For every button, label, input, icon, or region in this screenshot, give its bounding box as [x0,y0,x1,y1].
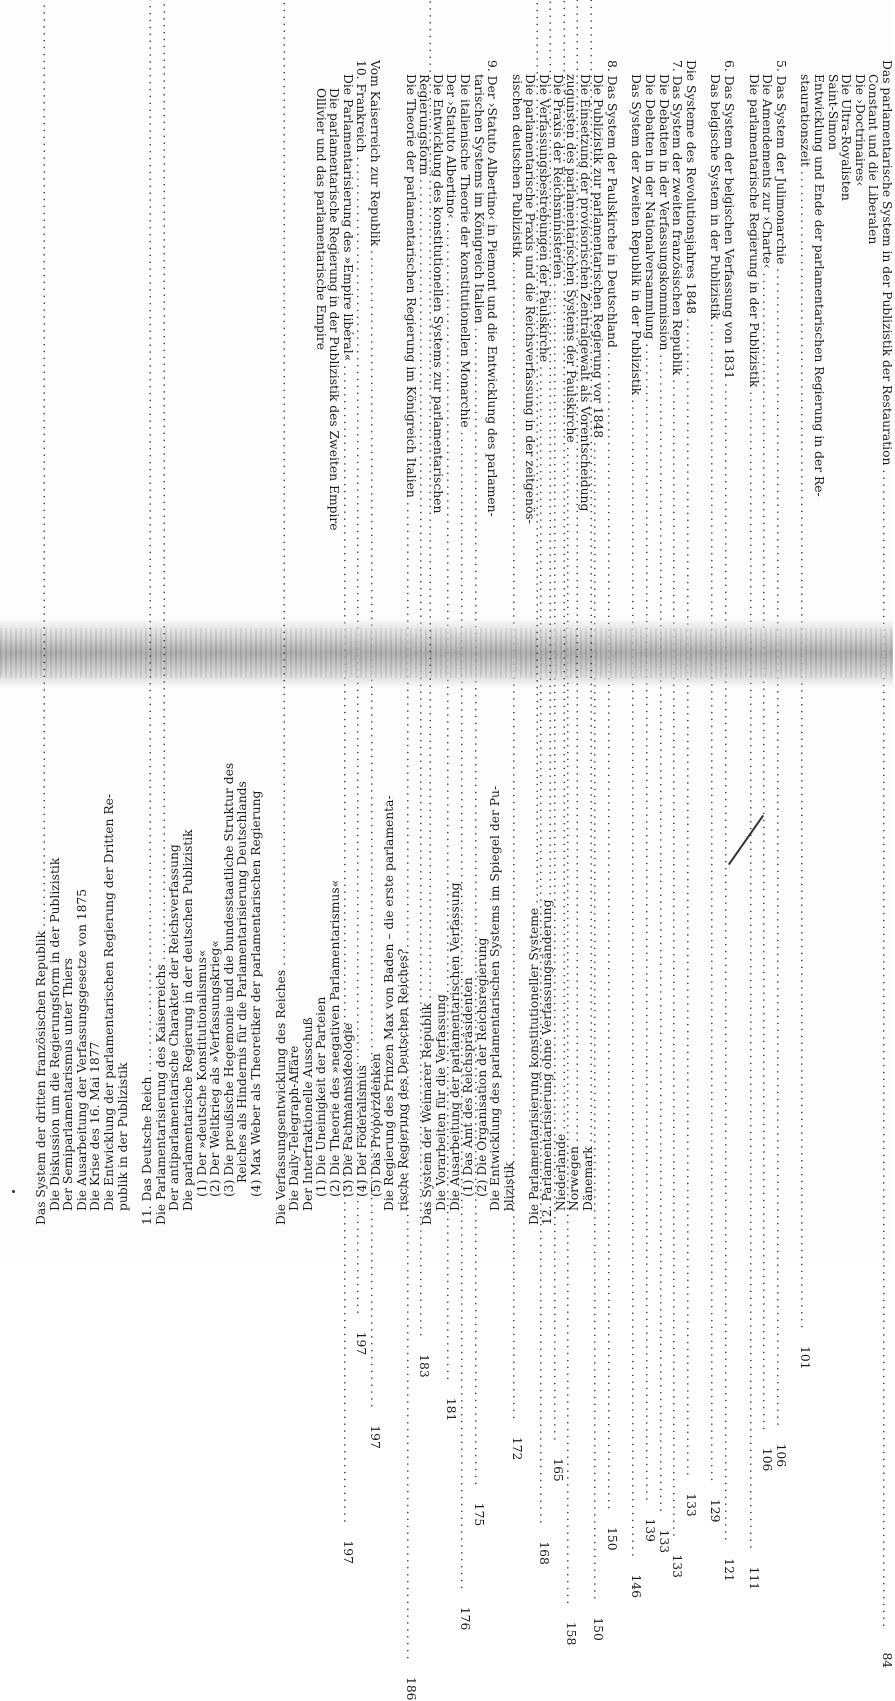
toc-page-number: 168 [536,1541,551,1565]
leader-dots [35,0,49,931]
toc-entry [462,670,476,1225]
leader-dots [568,0,582,1146]
toc-page-number: 146 [629,1574,644,1598]
toc-page-number: 181 [444,1397,459,1422]
toc-entry-title: Die Publizistik zur parlamentarischen Regierung vor 1848 [591,74,606,439]
toc-entry-title: (2) Die Organisation der Reichsregierung [474,937,489,1197]
toc-entry-title: Die ›Doctrinaires‹ [852,74,867,187]
toc-entry-title: 7. Das System der zweiten französischen Republik [670,60,685,376]
toc-entry [196,670,210,1225]
toc-entry [370,670,384,1225]
toc-entry-title: Niederlande [553,1133,568,1211]
toc-entry-title: Die Krise des 16. Mai 1877 [88,1041,103,1211]
section-gap [381,60,392,620]
toc-entry [155,670,169,1225]
section-gap [392,60,403,620]
toc-entry-title: (1) Die Uneinigkeit der Parteien [314,996,329,1197]
toc-entry [476,670,490,1225]
toc-entry-title: Die Parlamentarisierung des »Empire libéral« [340,74,355,362]
toc-entry-title: (3) Die preußische Hegemonie und die bundesstaatliche Struktur des [221,762,236,1197]
toc-entry-title: rische Regierung des Deutschen Reiches? [395,948,410,1211]
toc-page-number: 133 [656,1529,671,1554]
leader-dots [528,0,542,908]
toc-entry-title: Ollivier und das parlamentarische Empire [313,88,328,351]
toc-entry [288,670,302,1225]
section-gap [618,60,629,620]
toc-entry [708,60,723,1523]
toc-entry [313,60,327,620]
toc-entry-title: Die Diskussion um die Regierungsform in der Publizistik [47,857,62,1211]
toc-entry [76,670,90,1225]
toc-entry-title: (1) Der »deutsche Konstitutionalismus« [194,949,209,1197]
toc-entry [879,60,894,1669]
toc-entry [629,60,644,1598]
toc-page-number: 111 [746,1566,761,1591]
toc-entry [182,670,196,1225]
toc-entry [250,670,264,1225]
toc-entry-title: Die Parlamentarisierung des Kaiserreichs [153,964,168,1225]
toc-entry [449,670,463,1225]
leader-dots [582,0,596,1146]
leader-dots [275,0,289,970]
section-gap [498,60,509,620]
toc-page-number: 150 [604,1527,619,1551]
toc-entry-title: Constant und die Liberalen [866,74,881,245]
toc-entry-title: Die parlamentarische Praxis und die Reichsverfassung in der zeitgenös- [523,74,538,524]
toc-entry-title: Die Ultra-Royalisten [839,74,854,201]
toc-entry-title: Norwegen [567,1146,582,1211]
toc-entry-title: Regierungsform [417,74,432,176]
toc-entry-title: (2) Der Weltkrieg als »Verfassungskrieg« [208,940,223,1197]
toc-entry [825,60,839,620]
toc-entry-title: Die Ausarbeitung der Verfassungsgesetze von 1875 [74,888,89,1211]
toc-entry-title: Die italienische Theorie der konstitutionellen Monarchie [457,74,472,428]
toc-entry [141,670,155,1225]
toc-entry [485,60,499,620]
toc-entry-title: Die Entwicklung des konstitutionellen Systems zur parlamentarischen [430,74,445,514]
toc-page-number: 133 [670,1554,685,1578]
toc-entry-title: sischen deutschen Publizistik [509,74,524,258]
dust-speck [12,1190,15,1193]
toc-entry-title: zugunsten des parlamentarischen Systems der Paulskirche [564,74,579,443]
toc-entry [168,670,182,1225]
toc-entry [403,60,418,1701]
toc-page-number: 84 [880,1652,894,1669]
toc-page-number: 158 [564,1621,579,1646]
leader-dots [155,0,169,964]
section-gap [264,670,275,1225]
toc-entry [302,670,316,1225]
toc-entry [342,670,356,1225]
toc-page-number: 129 [708,1498,723,1523]
toc-entry [656,60,671,1554]
toc-entry-title: Der antiparlamentarische Charakter der Reichsverfassung [167,844,182,1211]
toc-entry-title: Das parlamentarische System in der Publizistik der Restauration [880,60,894,466]
toc-entry [327,60,341,620]
toc-entry-title: Das System der dritten französischen Republik [34,930,48,1225]
toc-entry [541,670,555,1225]
toc-entry-title: 9. Der ›Statuto Albertino‹ in Piemont und die Entwicklung des parlamen- [485,60,500,517]
toc-entry-title: blizistik [502,1162,516,1211]
section-gap [697,60,708,620]
toc-entry [604,60,619,1551]
toc-page-number: 139 [643,1518,658,1542]
section-gap [735,60,746,620]
toc-entry [866,60,880,620]
toc-entry [35,670,49,1225]
toc-entry-title: 6. Das System der belgischen Verfassung von 1831 [722,60,737,380]
toc-page-number: 186 [403,1677,418,1701]
toc-page-number: 106 [760,1447,775,1472]
toc-entry-title: Die Systeme des Revolutionsjahres 1848 [683,60,698,315]
toc-page-number: 183 [417,1354,432,1378]
toc-entry-title: (1) Das Amt des Reichspräsidenten [461,977,476,1197]
toc-page-number: 121 [722,1558,737,1582]
toc-entry [555,670,569,1225]
toc-entry-title: Die Vorarbeiten für die Verfassung [434,994,449,1211]
toc-entry-title: Der ›Statuto Albertino‹ [444,74,459,219]
toc-entry-title: Die parlamentarische Regierung in der deutschen Publizistik [180,829,195,1211]
toc-list-lower [35,670,596,1225]
toc-entry-title: Die Verfassungsentwicklung des Reiches [273,969,288,1225]
toc-entry-title: Der Semiparlamentarismus unter Thiers [61,958,76,1211]
toc-entry [746,60,761,1591]
toc-entry-title: Die Entwicklung des parlamentarischen Systems im Spiegel der Pu- [488,785,503,1211]
toc-entry [489,670,503,1225]
toc-entry-title: tarischen Systems im Königreich Italien [471,74,486,324]
toc-entry-title: Dänemark [580,1146,595,1211]
toc-entry-title: Die Debatten in der Nationalversammlung [643,74,658,340]
toc-entry [117,670,131,1225]
toc-entry-title: (4) Der Föderalismus [355,1065,370,1197]
toc-entry [582,670,596,1225]
toc-entry-title: Die Debatten in der Verfassungskommission [656,74,671,351]
toc-entry [223,670,237,1225]
toc-entry-title: 10. Frankreich [354,60,369,153]
toc-entry-title: (2) Die Theorie des »negativen Parlamentarismus« [327,879,342,1197]
toc-entry-title: Die parlamentarische Regierung in der Publizistik [746,74,761,388]
toc-entry [852,60,866,620]
section-gap [787,60,798,620]
toc-page-number: 150 [591,1617,606,1641]
leader-dots [541,0,555,900]
toc-entry-title: (5) Das Proporzdenken [368,1053,383,1197]
toc-entry [315,670,329,1225]
toc-entry-title: Die Verfassungsbestrebungen der Paulskirche [536,74,551,363]
toc-entry [275,670,289,1225]
toc-entry [383,670,397,1225]
toc-entry-title: Die Amendements zur ›Charte‹ [760,74,775,269]
toc-entry-title: Das belgische System in der Publizistik [708,74,723,320]
toc-entry [760,60,775,1472]
toc-page-lower [35,670,895,1225]
toc-page-number: 175 [471,1502,486,1527]
toc-entry-title: 11. Das Deutsche Reich [140,1076,155,1225]
toc-entry [683,60,698,1517]
toc-entry-title: Die Einsetzung der provisorischen Zentralgewalt als Vorentscheidung [577,74,592,512]
toc-entry-title: Entwicklung und Ende der parlamentarischen Regierung in der Re- [812,74,827,497]
toc-entry-title: (4) Max Weber als Theoretiker der parlamentarischen Regierung [248,790,263,1197]
toc-entry-title: Die Regierung des Prinzen Max von Baden – die erste parlamenta- [382,795,397,1211]
section-gap [517,670,528,1225]
toc-entry [435,670,449,1225]
toc-entry-title: Die Parlamentarisierung konstitutioneller Systeme [526,907,541,1225]
toc-entry-title: Die Daily-Telegraph-Affäre [287,1045,302,1211]
toc-entry-title: Das System der Zweiten Republik in der Publizistik [629,74,644,396]
toc-entry-title: Saint-Simon [825,74,840,151]
toc-entry [670,60,685,1578]
toc-entry-title: Reiches als Hindernis für die Parlamentarisierung Deutschlands [235,781,250,1183]
toc-entry-title: Vom Kaiserreich zur Republik [368,60,382,247]
toc-entry-title: Die Praxis der Reichsministerien [550,74,565,280]
toc-entry [49,670,63,1225]
toc-entry-title: Der Interfraktionelle Ausschuß [300,1017,315,1211]
toc-entry-title: publik in der Publizistik [115,1062,130,1211]
toc-entry [798,60,813,1370]
toc-entry [568,670,582,1225]
toc-entry [528,670,542,1225]
toc-entry [329,670,343,1225]
toc-page-number: 165 [550,1458,565,1482]
toc-entry-title: 8. Das System der Paulskirche in Deutschland [604,60,619,348]
toc-entry-title: 12. Parlamentarisierung ohne Verfassungsänderung [540,899,555,1225]
toc-entry [811,60,825,620]
toc-page-number: 101 [798,1346,813,1370]
toc-entry-title: Die Ausarbeitung der parlamentarischen Verfassung [447,882,462,1211]
toc-entry-title: (3) Die Fachmannsideologie [341,1022,356,1197]
toc-page-number: 133 [683,1493,698,1517]
toc-entry-title: Das System der Weimarer Republik [420,1002,435,1225]
toc-entry [509,60,524,1461]
toc-page-number: 197 [368,1425,382,1449]
toc-entry [62,670,76,1225]
toc-entry [643,60,658,1542]
toc-entry [773,60,788,1468]
toc-entry-title: Die Theorie der parlamentarischen Regierung im Königreich Italien [403,74,418,498]
toc-page-number: 197 [340,1540,355,1564]
toc-entry [721,60,737,1582]
leader-dots [141,0,155,1077]
toc-entry [236,670,250,1225]
toc-page-number: 172 [509,1436,524,1461]
toc-page-number: 176 [457,1606,472,1631]
leader-dots [555,0,569,1134]
leader-dots [421,0,435,1003]
toc-page-number: 106 [773,1443,788,1468]
toc-entry [103,670,117,1225]
toc-entry [397,670,411,1225]
toc-entry [421,670,435,1225]
toc-entry [839,60,853,620]
toc-entry-title: Die parlamentarische Regierung in der Publizistik des Zweiten Empire [327,88,342,531]
toc-entry-title: staurationszeit [798,74,813,167]
toc-entry-title: Die Entwicklung der parlamentarischen Regierung der Dritten Re- [101,793,116,1211]
toc-entry [89,670,103,1225]
toc-entry-title: 5. Das System der Julimonarchie [773,60,788,265]
toc-entry [209,670,223,1225]
toc-page-number: 197 [354,1331,369,1356]
toc-entry [503,670,517,1225]
toc-entry [356,670,370,1225]
